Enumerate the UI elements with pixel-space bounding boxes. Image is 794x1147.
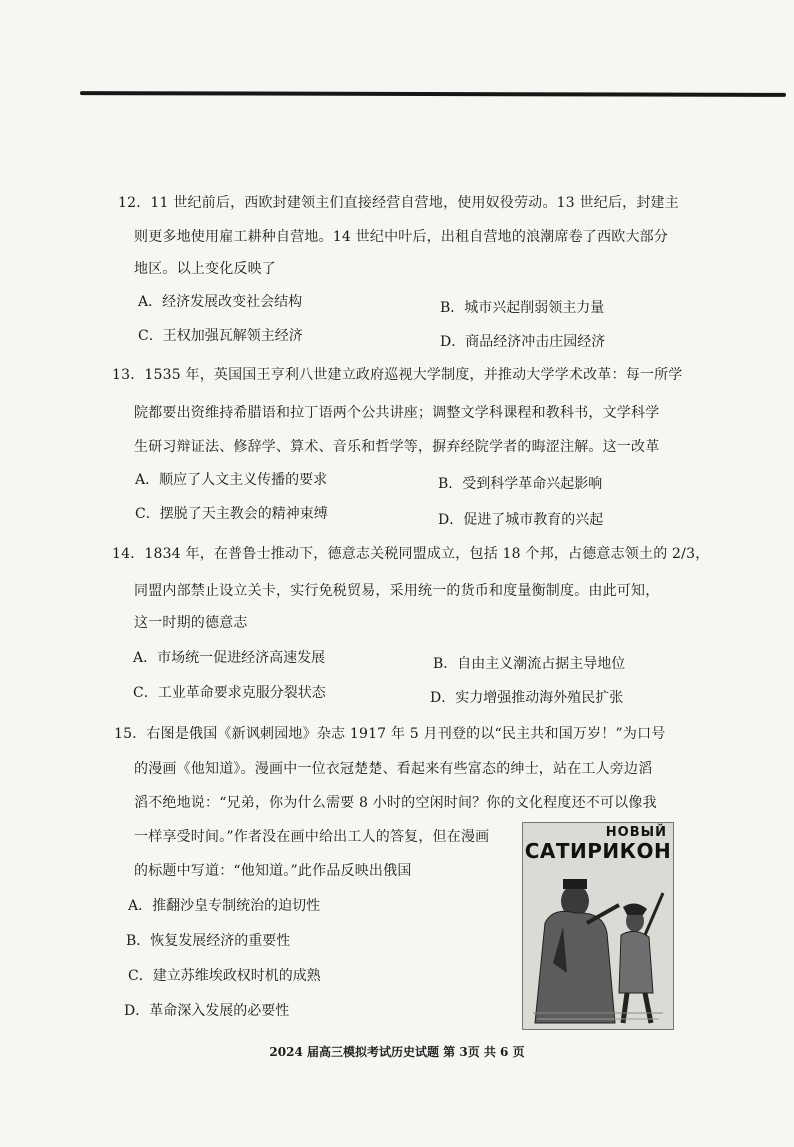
q15-stem-line-1: 15．右图是俄国《新讽刺园地》杂志 1917 年 5 月刊登的以“民主共和国万岁！”为口号 [114,726,666,742]
q12-stem-line-1: 12．11 世纪前后，西欧封建领主们直接经营自营地，使用奴役劳动。13 世纪后，封建主 [118,195,679,211]
q12-option-d[interactable]: D．商品经济冲击庄园经济 [440,334,606,350]
q14-option-c[interactable]: C．工业革命要求克服分裂状态 [133,685,326,701]
q14-option-a[interactable]: A．市场统一促进经济高速发展 [133,650,326,666]
q14-stem-line-2: 同盟内部禁止设立关卡，实行免税贸易，采用统一的货币和度量衡制度。由此可知， [134,583,660,599]
q13-stem-line-3: 生研习辩证法、修辞学、算术、音乐和哲学等，摒弃经院学者的晦涩注解。这一改革 [134,439,660,455]
q12-option-b[interactable]: B．城市兴起削弱领主力量 [440,300,605,316]
q12-option-c[interactable]: C．王权加强瓦解领主经济 [138,328,303,344]
magazine-title-main: САТИРИКОН [524,839,672,863]
q12-option-a[interactable]: A．经济发展改变社会结构 [138,294,303,310]
q13-option-d[interactable]: D．促进了城市教育的兴起 [438,512,604,528]
q15-option-c[interactable]: C．建立苏维埃政权时机的成熟 [128,968,321,984]
q13-stem-line-2: 院都要出资维持希腊语和拉丁语两个公共讲座；调整文学科课程和教科书，文学科学 [134,405,660,421]
cartoon-figures-illustration [523,823,673,1029]
q15-option-d[interactable]: D．革命深入发展的必要性 [124,1003,290,1019]
q13-option-b[interactable]: B．受到科学革命兴起影响 [438,476,603,492]
q15-stem-line-3: 滔不绝地说：“兄弟，你为什么需要 8 小时的空闲时间？你的文化程度还不可以像我 [134,795,657,811]
q15-option-a[interactable]: A．推翻沙皇专制统治的迫切性 [128,898,321,914]
q15-stem-line-4: 一样享受时间。”作者没在画中给出工人的答复，但在漫画 [134,829,490,845]
q15-stem-line-5: 的标题中写道：“他知道。”此作品反映出俄国 [134,863,412,879]
q14-stem-line-1: 14．1834 年，在普鲁士推动下，德意志关税同盟成立，包括 18 个邦，占德意志领土的 2/3， [112,546,710,562]
q14-option-b[interactable]: B．自由主义潮流占据主导地位 [433,656,626,672]
q14-stem-line-3: 这一时期的德意志 [134,615,248,631]
q12-stem-line-2: 则更多地使用雇工耕种自营地。14 世纪中叶后，出租自营地的浪潮席卷了西欧大部分 [134,229,669,245]
magazine-title-top: НОВЫЙ [605,825,667,840]
q14-option-d[interactable]: D．实力增强推动海外殖民扩张 [430,690,624,706]
satirikon-cartoon-image [522,822,674,1030]
q15-stem-line-2: 的漫画《他知道》。漫画中一位衣冠楚楚、看起来有些富态的绅士，站在工人旁边滔 [134,761,653,777]
q13-option-c[interactable]: C．摆脱了天主教会的精神束缚 [135,506,328,522]
page-footer: 2024 届高三模拟考试历史试题 第 3页 共 6 页 [269,1045,525,1059]
q15-option-b[interactable]: B．恢复发展经济的重要性 [126,933,291,949]
q13-stem-line-1: 13．1535 年，英国国王亨利八世建立政府巡视大学制度，并推动大学学术改革：每一所学 [112,367,683,383]
q12-stem-line-3: 地区。以上变化反映了 [134,261,276,277]
q13-option-a[interactable]: A．顺应了人文主义传播的要求 [135,472,328,488]
header-rule [80,91,786,97]
